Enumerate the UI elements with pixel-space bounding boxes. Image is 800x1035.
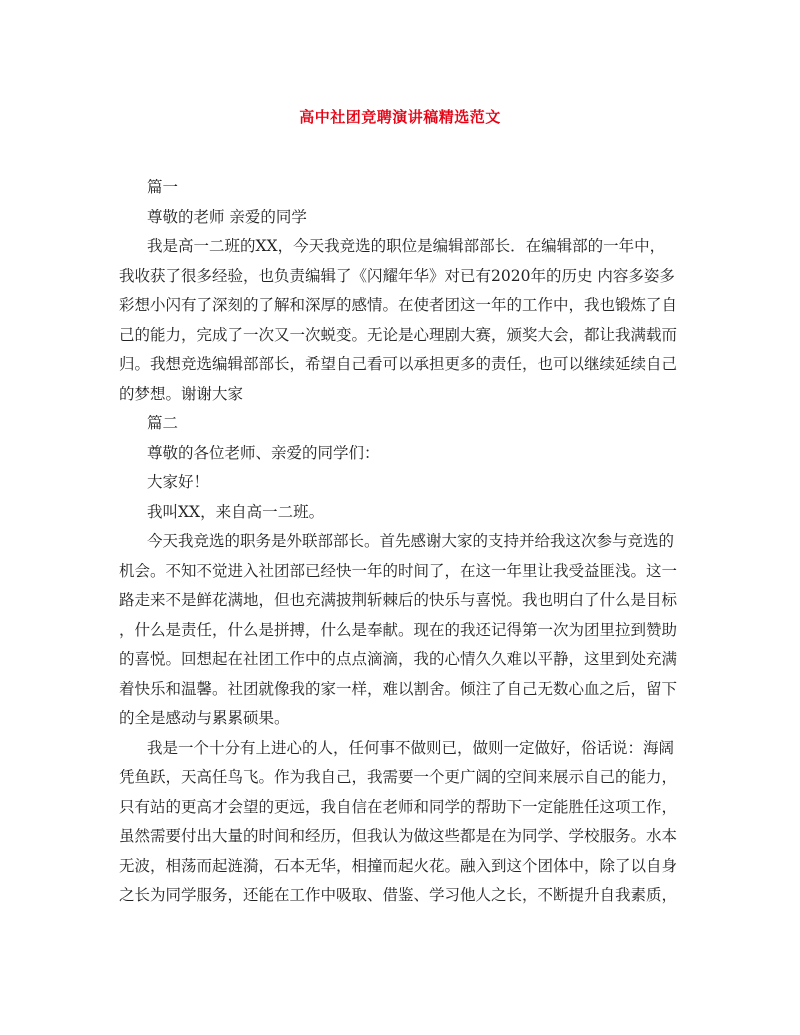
salutation: 尊敬的各位老师、亲爱的同学们： xyxy=(147,443,380,462)
paragraph-line: 之长为同学服务，还能在工作中吸取、借鉴、学习他人之长，不断提升自我素质， xyxy=(119,886,678,904)
paragraph-line: 彩想小闪有了深刻的了解和深厚的感情。在使者团这一年的工作中，我也锻炼了自 xyxy=(119,296,678,314)
paragraph-line: 的梦想。谢谢大家 xyxy=(119,384,244,403)
paragraph-line: 凭鱼跃，天高任鸟飞。作为我自己，我需要一个更广阔的空间来展示自己的能力， xyxy=(119,768,678,786)
paragraph-line: 归。我想竞选编辑部部长，希望自己看可以承担更多的责任，也可以继续延续自己 xyxy=(119,355,678,373)
paragraph-line: 我是一个十分有上进心的人，任何事不做则已，做则一定做好，俗话说：海阔 xyxy=(147,738,675,757)
paragraph-line: 无波，相荡而起涟漪，石本无华，相撞而起火花。融入到这个团体中，除了以自身 xyxy=(119,856,678,875)
paragraph-line: 着快乐和温馨。社团就像我的家一样，难以割舍。倾注了自己无数心血之后，留下 xyxy=(119,679,678,698)
document-body xyxy=(119,173,685,911)
paragraph-line: 路走来不是鲜花满地，但也充满披荆斩棘后的快乐与喜悦。我也明白了什么是目标 xyxy=(119,591,678,609)
paragraph-line: ，什么是责任，什么是拼搏，什么是奉献。现在的我还记得第一次为团里拉到赞助 xyxy=(119,620,678,639)
paragraph-line: 机会。不知不觉进入社团部已经快一年的时间了，在这一年里让我受益匪浅。这一 xyxy=(119,561,678,580)
paragraph-line: 我收获了很多经验，也负责编辑了《闪耀年华》对已有2020年的历史 内容多姿多 xyxy=(119,266,675,285)
salutation: 尊敬的老师 亲爱的同学 xyxy=(147,207,307,226)
section-heading: 篇一 xyxy=(147,178,179,196)
paragraph-line: 我叫XX，来自高一二班。 xyxy=(147,502,325,521)
section-heading: 篇二 xyxy=(147,414,179,432)
document-title: 高中社团竞聘演讲稿精选范文 xyxy=(299,108,501,126)
paragraph-line: 的喜悦。回想起在社团工作中的点点滴滴，我的心情久久难以平静，这里到处充满 xyxy=(119,650,678,668)
paragraph-line: 只有站的更高才会望的更远，我自信在老师和同学的帮助下一定能胜任这项工作， xyxy=(119,797,678,816)
paragraph-line: 我是高一二班的XX，今天我竞选的职位是编辑部部长．在编辑部的一年中， xyxy=(147,237,666,255)
paragraph-line: 己的能力，完成了一次又一次蜕变。无论是心理剧大赛，颁奖大会，都让我满载而 xyxy=(119,325,678,344)
paragraph-line: 虽然需要付出大量的时间和经历，但我认为做这些都是在为同学、学校服务。水本 xyxy=(119,827,678,845)
paragraph-line: 的全是感动与累累硕果。 xyxy=(119,709,290,727)
greeting: 大家好！ xyxy=(147,473,210,491)
paragraph-line: 今天我竞选的职务是外联部部长。首先感谢大家的支持并给我这次参与竞选的 xyxy=(147,532,675,550)
